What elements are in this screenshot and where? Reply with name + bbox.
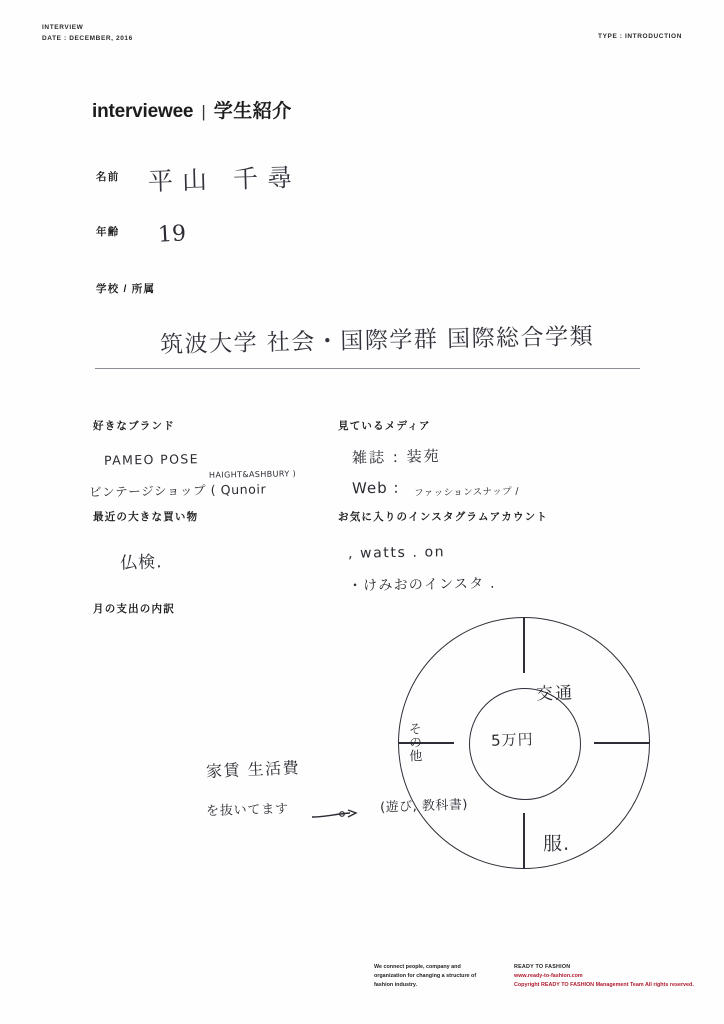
purchase-value: 仏検. (119, 552, 163, 574)
pie-divider-top (523, 618, 525, 673)
brand-value-2-superscript: HAIGHT&ASHBURY ) (208, 469, 297, 480)
media-value-2-detail: ファッションスナップ / (413, 486, 520, 499)
name-value: 平山 千尋 (147, 162, 302, 197)
brand-value-2: ビンテージショップ ( Qunoir (88, 481, 267, 500)
brand-label: 好きなブランド (93, 420, 175, 432)
expense-label: 月の支出の内訳 (93, 603, 175, 615)
age-label: 年齢 (96, 226, 120, 238)
pie-label-other: その他 (405, 721, 422, 763)
pie-divider-right (594, 742, 649, 744)
header-type: TYPE : INTRODUCTION (598, 33, 682, 40)
brand-value-1: PAMEO POSE (103, 451, 200, 468)
age-value: 19 (157, 221, 187, 248)
expense-note-rent: 家賃 生活費 (205, 757, 301, 782)
expense-pie-chart (379, 617, 650, 869)
footer-copyright: Copyright READY TO FASHION Management Team All rights reserved. (514, 982, 694, 988)
pie-label-transport: 交通 (535, 683, 575, 705)
instagram-value-1: , watts . on (347, 544, 446, 562)
pie-divider-bottom (523, 813, 525, 868)
media-value-2: Web : (351, 478, 400, 498)
school-underline (95, 368, 640, 369)
media-value-1: 雑誌 : 装苑 (351, 447, 441, 467)
name-label: 名前 (96, 171, 120, 183)
footer-brand-block (514, 963, 714, 990)
page-title (92, 96, 292, 123)
footer-url[interactable]: www.ready-to-fashion.com (514, 973, 583, 979)
purchase-label: 最近の大きな買い物 (93, 511, 199, 523)
instagram-value-2: ・けみおのインスタ . (347, 575, 496, 595)
pie-label-clothes: 服. (542, 832, 571, 856)
arrow-icon (310, 808, 372, 822)
pie-center-label: 5万円 (490, 730, 534, 750)
document-header (42, 22, 682, 48)
pie-label-other-detail: (遊び, 教科書) (379, 797, 469, 816)
school-value: 筑波大学 社会・国際学群 国際総合学類 (159, 323, 595, 359)
footer-brand: READY TO FASHION (514, 964, 571, 970)
instagram-label: お気に入りのインスタグラムアカウント (338, 511, 549, 523)
header-left-block (42, 22, 133, 44)
footer-mission: We connect people, company and organization for changing a structure of fashion industry. (374, 964, 477, 988)
title-separator: | (201, 102, 206, 121)
page-title-jp: 学生紹介 (213, 101, 292, 122)
page-title-en: interviewee (92, 101, 194, 122)
school-label: 学校 / 所属 (96, 283, 156, 295)
header-date: DATE : DECEMBER, 2016 (42, 35, 133, 42)
header-category: INTERVIEW (42, 24, 84, 31)
media-label: 見ているメディア (338, 420, 431, 432)
expense-note-rent-detail: を抜いてます (205, 801, 290, 820)
